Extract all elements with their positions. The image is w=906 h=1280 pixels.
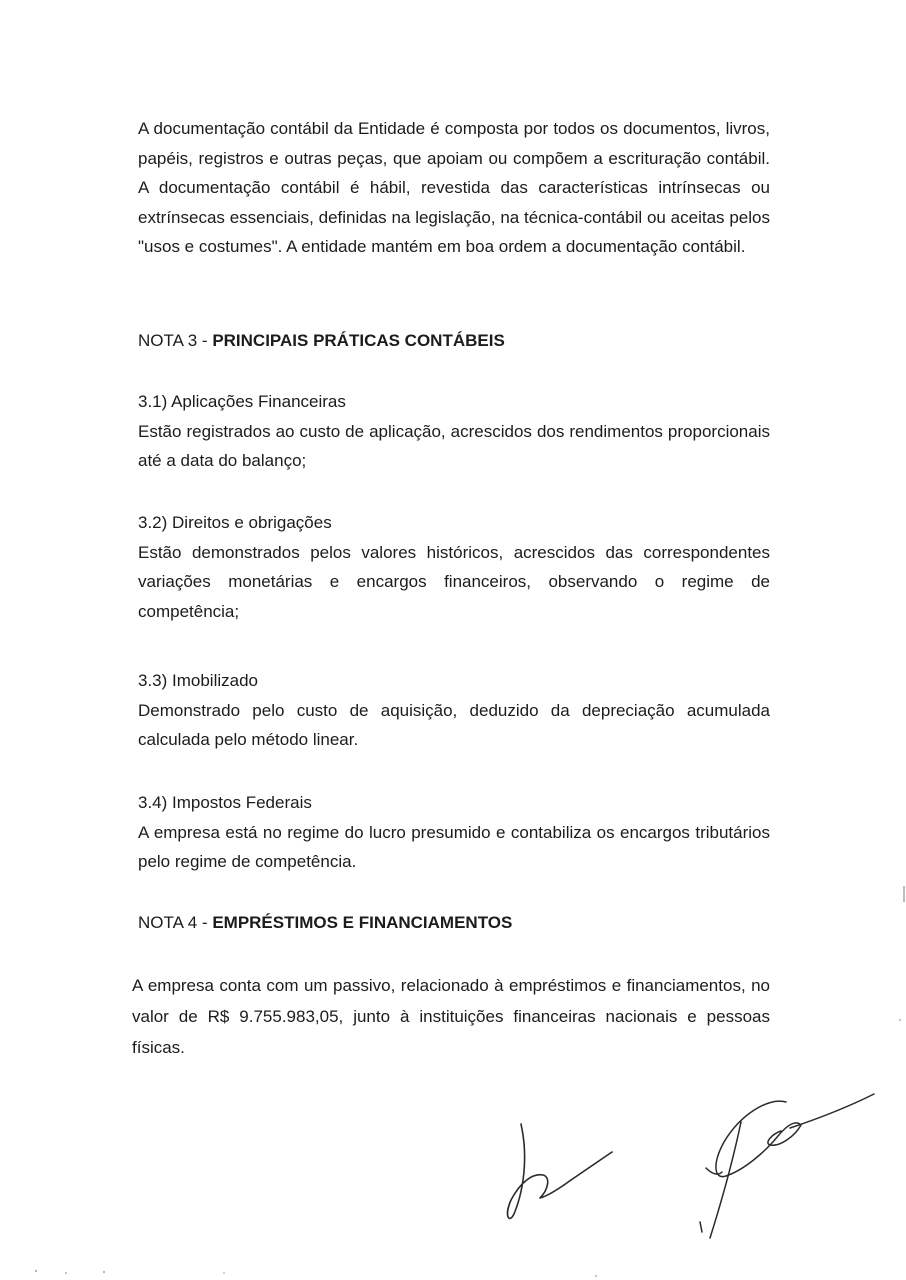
section-3-4 (138, 788, 770, 877)
section-3-2-title: 3.2) Direitos e obrigações (138, 513, 332, 532)
nota4-prefix: NOTA 4 - (138, 913, 213, 932)
section-3-4-text: A empresa está no regime do lucro presumido e contabiliza os encargos tributários pelo regime de competência. (138, 822, 770, 871)
section-3-1 (138, 387, 770, 476)
section-3-3-title: 3.3) Imobilizado (138, 671, 259, 690)
section-3-4-title: 3.4) Impostos Federais (138, 793, 312, 812)
section-3-1-title: 3.1) Aplicações Financeiras (138, 392, 346, 411)
nota4-heading (138, 911, 512, 935)
nota3-title: PRINCIPAIS PRÁTICAS CONTÁBEIS (212, 331, 505, 350)
section-3-3 (138, 666, 770, 755)
signature-left-icon (508, 1124, 612, 1218)
nota4-paragraph: A empresa conta com um passivo, relacionado à empréstimos e financiamentos, no valor de R$ 9.755.983,05, junto à instituições financeiras nacionais e pessoas físicas. (132, 976, 770, 1057)
section-3-2 (138, 508, 770, 626)
scan-edge-mark (903, 886, 905, 902)
section-3-2-text: Estão demonstrados pelos valores históricos, acrescidos das correspondentes variações monetárias e encargos financeiros, observando o regime de competência; (138, 542, 770, 621)
nota3-heading (138, 329, 505, 353)
section-3-1-text: Estão registrados ao custo de aplicação, acrescidos dos rendimentos proporcionais até a data do balanço; (138, 421, 770, 470)
nota3-prefix: NOTA 3 - (138, 331, 213, 350)
nota4-title: EMPRÉSTIMOS E FINANCIAMENTOS (212, 913, 513, 932)
section-3-3-text: Demonstrado pelo custo de aquisição, deduzido da depreciação acumulada calculada pelo método linear. (138, 700, 770, 749)
intro-paragraph: A documentação contábil da Entidade é composta por todos os documentos, livros, papéis, registros e outras peças, que apoiam ou compõem a escrituração contábil. A documentação contábil é hábil, revestida das características intrínsecas ou extrínsecas essenciais, definidas na legislação, na técnica-contábil ou aceitas pelos "usos e costumes". A entidade mantém em boa ordem a documentação contábil. (138, 119, 770, 256)
signature-right-icon (700, 1094, 874, 1238)
